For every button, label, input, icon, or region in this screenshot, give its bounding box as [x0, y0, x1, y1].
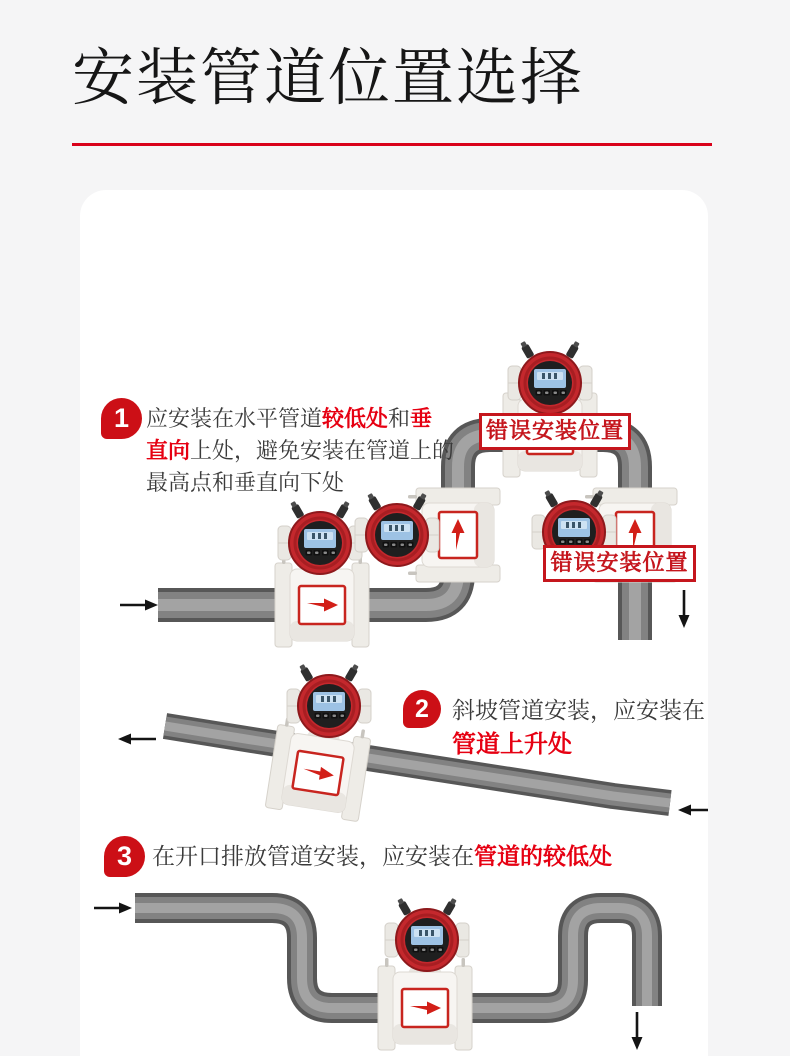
flow-arrow-down-icon: [632, 1012, 643, 1050]
step-1-line-3: 最高点和垂直向下处: [146, 470, 345, 495]
flowmeter-low-point-correct: [378, 897, 472, 1050]
step-3-text: 在开口排放管道安装，应安装在管道的较低处: [152, 843, 612, 869]
flow-arrow-left-icon: [118, 734, 156, 745]
step-3-badge: 3: [104, 836, 145, 877]
step-2-badge: 2: [403, 690, 441, 728]
page-title: 安装管道位置选择: [72, 44, 585, 113]
flowmeter-on-rising-slope: [265, 663, 372, 821]
flow-arrow-down-icon: [679, 590, 690, 628]
flow-arrow-right-icon: [94, 903, 132, 914]
flowmeter-top-wrong: [503, 340, 597, 477]
flow-arrow-left-icon: [678, 805, 708, 816]
error-position-label: 错误安装位置: [479, 413, 631, 450]
meter-display-icon: [385, 897, 469, 971]
title-underline: [72, 143, 712, 146]
meter-display-icon: [287, 663, 371, 737]
step-2-text-line-1: 斜坡管道安装，应安装在: [452, 697, 705, 723]
flowmeter-vertical-rise-correct: [355, 488, 500, 582]
step-1-line-2: 直向上处，避免安装在管道上的: [146, 438, 455, 463]
pipe-run: [165, 726, 670, 803]
error-position-label: 错误安装位置: [543, 545, 696, 582]
step-1-line-1: 应安装在水平管道较低处和垂: [146, 406, 433, 431]
step-1-text: [146, 403, 466, 499]
step-1-badge: 1: [101, 398, 142, 439]
flow-arrow-right-icon: [120, 600, 158, 611]
step-2-text-line-2: 管道上升处: [452, 731, 572, 758]
content-card: [80, 190, 708, 1056]
diagram-slope-pipe: [80, 660, 708, 850]
